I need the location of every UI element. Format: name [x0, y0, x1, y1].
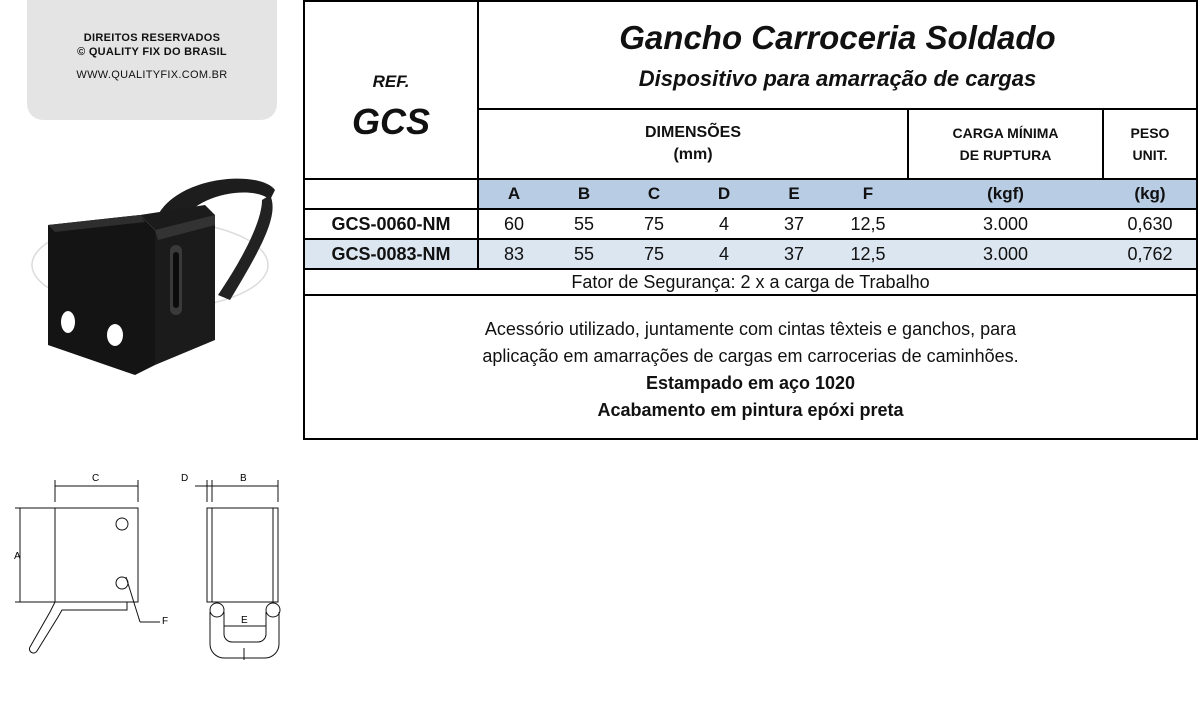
product-image	[30, 170, 290, 390]
divider	[305, 294, 1196, 296]
cell-weight: 0,630	[1127, 213, 1173, 234]
weight-header-line-1: PESO	[1130, 125, 1170, 141]
dim-label-f: F	[162, 616, 169, 627]
safety-factor: Fator de Segurança: 2 x a carga de Trabalho	[571, 271, 930, 292]
col-header-f: F	[862, 184, 874, 203]
load-unit: (kgf)	[987, 184, 1024, 203]
cell-b: 55	[573, 213, 595, 234]
cell-c: 75	[643, 243, 665, 264]
dim-label-b: B	[240, 473, 247, 484]
col-header-c: C	[647, 184, 661, 203]
description-line-2: aplicação em amarrações de cargas em carrocerias de caminhões.	[482, 346, 1019, 366]
ref-code-cell	[305, 98, 477, 146]
weight-header-line-2: UNIT.	[1132, 147, 1168, 163]
col-header-d: D	[717, 184, 731, 203]
dimensions-label: DIMENSÕES	[644, 124, 741, 141]
cell-e: 37	[783, 243, 805, 264]
copyright-line-1: DIREITOS RESERVADOS	[83, 32, 221, 44]
front-view	[15, 480, 160, 653]
dimensions-unit: (mm)	[673, 146, 713, 163]
cell-a: 83	[503, 243, 525, 264]
weight-header	[1104, 110, 1196, 178]
description-line-1: Acessório utilizado, juntamente com cintas têxteis e ganchos, para	[484, 319, 1017, 339]
subtitle-cell	[479, 62, 1196, 96]
col-header-a: A	[507, 184, 521, 203]
cell-f: 12,5	[850, 213, 886, 234]
row-code: GCS-0083-NM	[331, 243, 451, 264]
dimensions-header	[479, 110, 907, 178]
product-title: Gancho Carroceria Soldado	[619, 19, 1056, 56]
load-header	[909, 110, 1102, 178]
description	[305, 310, 1196, 430]
cell-load: 3.000	[982, 213, 1029, 234]
copyright-website: WWW.QUALITYFIX.COM.BR	[76, 69, 228, 81]
cell-e: 37	[783, 213, 805, 234]
dim-label-c: C	[92, 473, 100, 484]
cell-d: 4	[718, 243, 729, 264]
cell-d: 4	[718, 213, 729, 234]
product-subtitle: Dispositivo para amarração de cargas	[638, 66, 1037, 91]
divider	[477, 208, 479, 270]
cell-f: 12,5	[850, 243, 886, 264]
dim-label-e: E	[241, 615, 248, 626]
load-header-line-2: DE RUPTURA	[959, 147, 1052, 163]
spec-table	[303, 0, 1198, 440]
cell-load: 3.000	[982, 243, 1029, 264]
description-material: Estampado em aço 1020	[645, 373, 856, 393]
row-code: GCS-0060-NM	[331, 213, 451, 234]
col-header-e: E	[788, 184, 800, 203]
cell-c: 75	[643, 213, 665, 234]
dim-label-a: A	[14, 551, 21, 562]
cell-weight: 0,762	[1127, 243, 1173, 264]
title-cell	[479, 16, 1196, 60]
side-view	[195, 480, 280, 660]
ref-code: GCS	[351, 101, 430, 142]
table-row	[305, 210, 1196, 238]
ref-label: REF.	[372, 72, 410, 91]
description-finish: Acabamento em pintura epóxi preta	[597, 400, 904, 420]
technical-drawing	[0, 462, 300, 682]
ref-label-cell	[305, 62, 477, 102]
weight-unit: (kg)	[1134, 184, 1166, 203]
col-header-b: B	[577, 184, 591, 203]
cell-a: 60	[503, 213, 525, 234]
cell-b: 55	[573, 243, 595, 264]
dim-label-d: D	[181, 473, 189, 484]
copyright-line-2: © QUALITY FIX DO BRASIL	[77, 46, 227, 58]
load-header-line-1: CARGA MÍNIMA	[952, 125, 1059, 141]
copyright-box	[27, 0, 277, 120]
table-row	[305, 240, 1196, 268]
